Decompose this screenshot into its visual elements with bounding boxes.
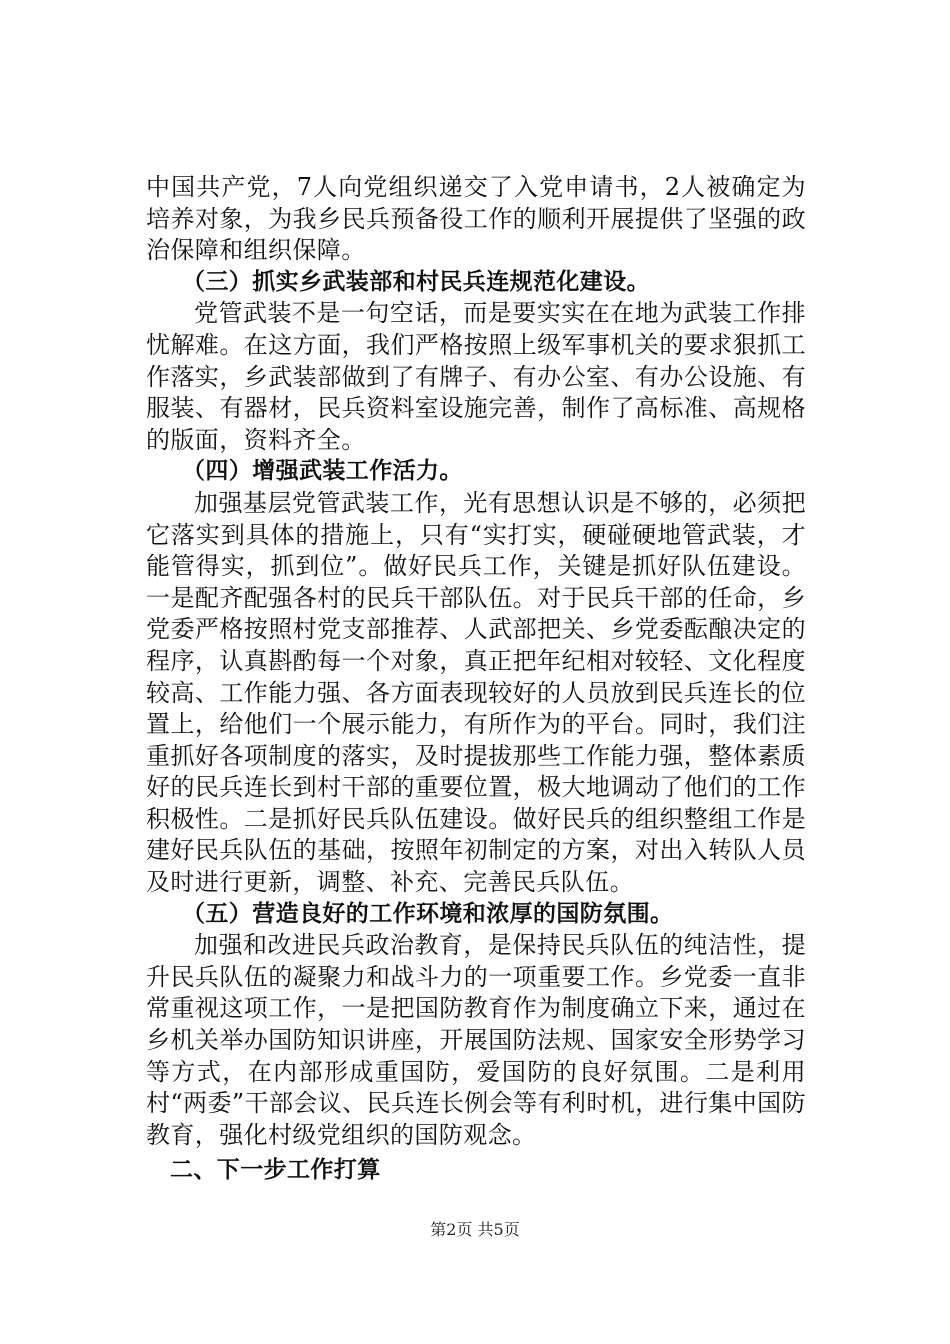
paragraph-militia-team: 加强基层党管武装工作，光有思想认识是不够的，必须把它落实到具体的措施上，只有“实打实，硬碰硬地管武装，才能管得实，抓到位”。做好民兵工作，关键是抓好队伍建设。一是配齐配强各村的民兵干部队伍。对于民兵干部的任命，乡党委严格按照村党支部推荐、人武部把关、乡党委酝酿决定的程序，认真斟酌每一个对象，真正把年纪相对较轻、文化程度较高、工作能力强、各方面表现较好的人员放到民兵连长的位置上，给他们一个展示能力，有所作为的平台。同时，我们注重抓好各项制度的落实，及时提拔那些工作能力强，整体素质好的民兵连长到村干部的重要位置，极大地调动了他们的工作积极性。二是抓好民兵队伍建设。做好民兵的组织整组工作是建好民兵队伍的基础，按照年初制定的方案，对出入转队人员及时进行更新，调整、补充、完善民兵队伍。 [146, 488, 806, 897]
subheading-five: （五）营造良好的工作环境和浓厚的国防氛围。 [182, 900, 674, 927]
paragraph-defense-education: 加强和改进民兵政治教育，是保持民兵队伍的纯洁性，提升民兵队伍的凝聚力和战斗力的一项重要工作。乡党委一直非常重视这项工作，一是把国防教育作为制度确立下来，通过在乡机关举办国防知识讲座，开展国防法规、国家安全形势学习等方式，在内部形成重国防，爱国防的良好氛围。二是利用村“两委”干部会议、民兵连长例会等有利时机，进行集中国防教育，强化村级党组织的国防观念。 [146, 931, 806, 1149]
subheading-three: （三）抓实乡武装部和村民兵连规范化建设。 [182, 268, 650, 295]
document-body [146, 172, 806, 1187]
subheading-four: （四）增强武装工作活力。 [182, 458, 463, 485]
paragraph-continuation: 中国共产党，7人向党组织递交了入党申请书，2人被确定为培养对象，为我乡民兵预备役工作的顺利开展提供了坚强的政治保障和组织保障。 [146, 173, 806, 265]
paragraph-armed-department: 党管武装不是一句空话，而是要实实在在地为武装工作排忧解难。在这方面，我们严格按照上级军事机关的要求狠抓工作落实，乡武装部做到了有牌子、有办公室、有办公设施、有服装、有器材，民兵资料室设施完善，制作了高标准、高规格的版面，资料齐全。 [146, 299, 806, 454]
section-heading-next-steps: 二、下一步工作打算 [170, 1157, 381, 1184]
page-number-footer: 第2页 共5页 [430, 1220, 520, 1239]
